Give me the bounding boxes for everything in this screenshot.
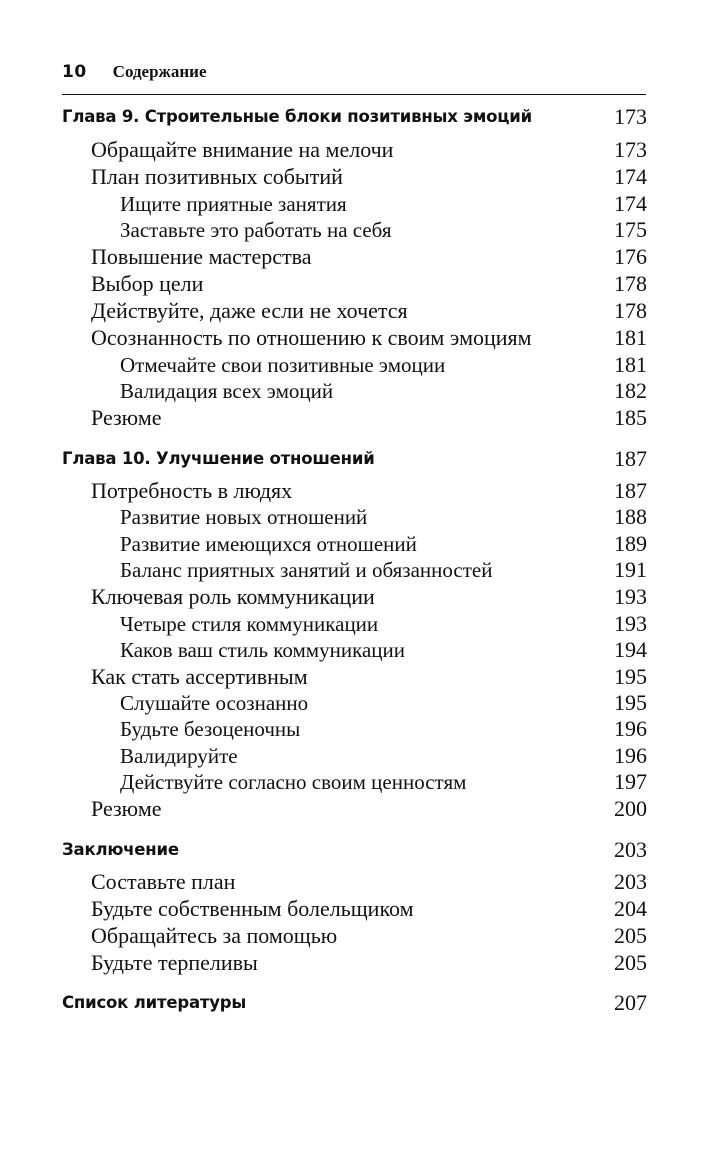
toc-entry-page: 181	[614, 325, 647, 350]
toc-entry-title: Будьте терпеливы	[91, 950, 258, 975]
toc-entry	[0, 271, 709, 297]
toc-entry	[0, 796, 709, 822]
toc-entry	[0, 298, 709, 324]
toc-entry-title: Слушайте осознанно	[120, 691, 309, 715]
toc-entry-title: Будьте безоценочны	[120, 717, 301, 741]
toc-entry-page: 187	[614, 478, 647, 503]
toc-entry	[0, 664, 709, 690]
toc-entry-page: 182	[614, 378, 647, 403]
toc-entry	[0, 164, 709, 190]
page-number: 10	[62, 62, 87, 82]
running-header	[62, 62, 207, 84]
toc-entry-page: 196	[614, 743, 647, 768]
toc-chapter-entry	[0, 837, 709, 863]
toc-entry-page: 189	[614, 531, 647, 556]
toc-entry-title: Потребность в людях	[91, 478, 293, 503]
toc-entry	[0, 137, 709, 163]
toc-chapter-entry	[0, 990, 709, 1016]
toc-entry-page: 187	[614, 446, 647, 471]
toc-entry	[0, 950, 709, 976]
toc-entry-page: 178	[614, 271, 647, 296]
toc-entry-page: 194	[614, 637, 647, 662]
toc-entry-page: 191	[614, 557, 647, 582]
toc-entry	[0, 378, 709, 404]
toc-entry-page: 193	[614, 584, 647, 609]
toc-entry-page: 195	[614, 690, 647, 715]
toc-entry-page: 185	[614, 405, 647, 430]
toc-entry-page: 200	[614, 796, 647, 821]
toc-entry-page: 175	[614, 217, 647, 242]
toc-entry	[0, 504, 709, 530]
toc-entry-page: 176	[614, 244, 647, 269]
toc-entry-title: Как стать ассертивным	[91, 664, 308, 689]
toc-entry-title: Действуйте, даже если не хочется	[91, 298, 408, 323]
running-title: Содержание	[112, 62, 207, 81]
toc-entry	[0, 557, 709, 583]
toc-entry-page: 173	[614, 137, 647, 162]
toc-entry-title: Обращайтесь за помощью	[91, 923, 338, 948]
toc-entry	[0, 869, 709, 895]
toc-entry-page: 181	[614, 352, 647, 377]
toc-entry	[0, 217, 709, 243]
toc-entry	[0, 637, 709, 663]
toc-entry-title: Ищите приятные занятия	[120, 192, 347, 216]
toc-entry-title: Валидация всех эмоций	[120, 379, 334, 403]
toc-entry-title: Выбор цели	[91, 271, 204, 296]
toc-entry-title: Каков ваш стиль коммуникации	[120, 638, 405, 662]
toc-entry-title: Валидируйте	[120, 744, 238, 768]
toc-entry-title: Развитие новых отношений	[120, 505, 368, 529]
toc-entry-title: Ключевая роль коммуникации	[91, 584, 375, 609]
toc-entry-page: 205	[614, 950, 647, 975]
toc-entry-page: 203	[614, 869, 647, 894]
toc-entry-title: Заставьте это работать на себя	[120, 218, 392, 242]
toc-entry-title: Список литературы	[62, 993, 247, 1012]
toc-entry-title: Обращайте внимание на мелочи	[91, 137, 394, 162]
toc-entry-title: Четыре стиля коммуникации	[120, 612, 379, 636]
toc-entry-page: 174	[614, 191, 647, 216]
toc-entry	[0, 244, 709, 270]
toc-entry-page: 195	[614, 664, 647, 689]
toc-entry	[0, 352, 709, 378]
toc-entry	[0, 584, 709, 610]
toc-entry-title: Заключение	[62, 840, 179, 859]
toc-entry	[0, 405, 709, 431]
toc-entry-page: 204	[614, 896, 647, 921]
toc-entry	[0, 191, 709, 217]
toc-entry-page: 193	[614, 611, 647, 636]
toc-entry-title: Развитие имеющихся отношений	[120, 532, 417, 556]
toc-entry	[0, 769, 709, 795]
toc-entry-title: Будьте собственным болельщиком	[91, 896, 414, 921]
toc-entry	[0, 611, 709, 637]
toc-entry	[0, 743, 709, 769]
toc-entry-page: 196	[614, 716, 647, 741]
toc-entry-page: 205	[614, 923, 647, 948]
toc-entry-page: 188	[614, 504, 647, 529]
toc-entry	[0, 896, 709, 922]
toc-entry-page: 203	[614, 837, 647, 862]
toc-entry-page: 207	[614, 990, 647, 1015]
toc-chapter-entry	[0, 104, 709, 130]
toc-entry	[0, 325, 709, 351]
toc-chapter-entry	[0, 446, 709, 472]
toc-entry	[0, 716, 709, 742]
toc-entry-title: Отмечайте свои позитивные эмоции	[120, 353, 446, 377]
header-rule	[62, 94, 646, 95]
toc-entry	[0, 923, 709, 949]
toc-entry	[0, 478, 709, 504]
toc-entry-page: 178	[614, 298, 647, 323]
toc-entry-title: Резюме	[91, 405, 162, 430]
toc-entry	[0, 531, 709, 557]
toc-entry-title: План позитивных событий	[91, 164, 343, 189]
toc-entry-title: Глава 9. Строительные блоки позитивных эмоций	[62, 107, 533, 126]
toc-entry-title: Действуйте согласно своим ценностям	[120, 770, 467, 794]
toc-entry-title: Повышение мастерства	[91, 244, 312, 269]
toc-entry-page: 173	[614, 104, 647, 129]
toc-entry-title: Баланс приятных занятий и обязанностей	[120, 558, 493, 582]
toc-entry-title: Осознанность по отношению к своим эмоциям	[91, 325, 532, 350]
toc-entry-title: Составьте план	[91, 869, 236, 894]
toc-entry-page: 174	[614, 164, 647, 189]
toc-entry-page: 197	[614, 769, 647, 794]
toc-entry-title: Резюме	[91, 796, 162, 821]
toc-entry	[0, 690, 709, 716]
toc-entry-title: Глава 10. Улучшение отношений	[62, 449, 375, 468]
